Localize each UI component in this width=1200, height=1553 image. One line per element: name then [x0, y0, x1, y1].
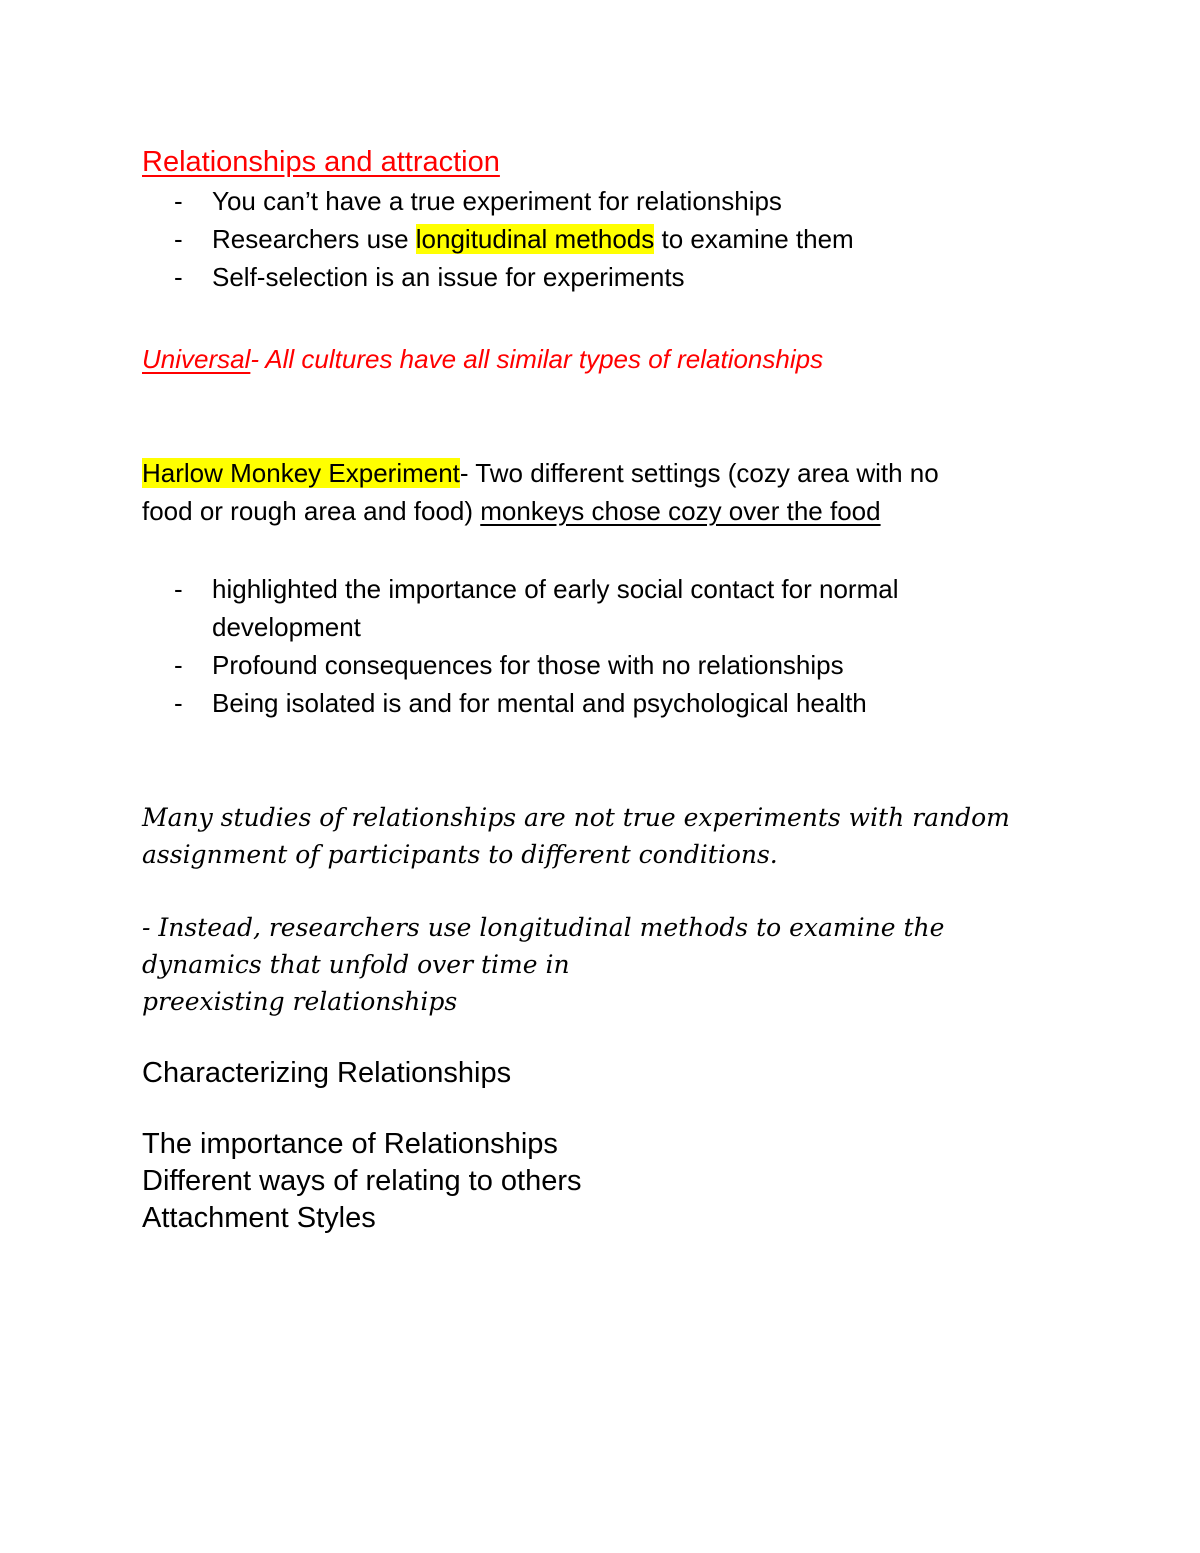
outline-title: Characterizing Relationships: [142, 1057, 512, 1089]
harlow-text: food or rough area and food): [142, 496, 481, 526]
studies-instead-paragraph: [142, 909, 944, 1020]
bullet-list: [142, 570, 898, 722]
harlow-finding: monkeys chose cozy over the food: [480, 496, 881, 526]
list-item: [142, 258, 854, 296]
studies-line: preexisting relationships: [142, 987, 458, 1016]
bullet-text: Self-selection is an issue for experiments: [212, 262, 685, 292]
bullet-dash: -: [174, 688, 183, 718]
harlow-line-1: [142, 454, 939, 492]
bullet-text: Profound consequences for those with no relationships: [212, 650, 844, 680]
outline-item: Attachment Styles: [142, 1202, 376, 1234]
bullet-text: development: [212, 612, 361, 642]
list-item: [142, 182, 854, 220]
bullet-text: Being isolated is and for mental and psychological health: [212, 688, 867, 718]
highlighted-term: longitudinal methods: [415, 224, 655, 254]
harlow-bullets: [142, 570, 898, 722]
studies-line: dynamics that unfold over time in: [142, 950, 570, 979]
bullet-dash: -: [174, 574, 183, 604]
studies-line: assignment of participants to different conditions.: [142, 840, 778, 869]
section-relationships-attraction: [142, 143, 854, 296]
section-heading: Relationships and attraction: [142, 146, 500, 178]
bullet-text: highlighted the importance of early social contact for normal: [212, 574, 899, 604]
harlow-term: Harlow Monkey Experiment: [142, 458, 460, 488]
bullet-dash: -: [174, 262, 183, 292]
universal-text: - All cultures have all similar types of relationships: [250, 344, 824, 374]
list-item: [142, 646, 898, 684]
universal-definition: [142, 340, 823, 378]
list-item: [142, 220, 854, 258]
harlow-text: - Two different settings (cozy area with no: [459, 458, 939, 488]
bullet-dash: -: [174, 224, 183, 254]
outline-list: [142, 1126, 582, 1237]
outline-item: Different ways of relating to others: [142, 1165, 582, 1197]
bullet-text-post: to examine them: [654, 224, 854, 254]
harlow-paragraph: [142, 454, 939, 530]
harlow-line-2: [142, 492, 939, 530]
studies-line: - Instead, researchers use longitudinal methods to examine the: [142, 913, 945, 942]
studies-line: Many studies of relationships are not true experiments with random: [142, 803, 1010, 832]
studies-paragraph: [142, 799, 1010, 873]
bullet-list: [142, 182, 854, 296]
bullet-dash: -: [174, 650, 183, 680]
list-item-continuation: [142, 608, 898, 646]
outline-item: The importance of Relationships: [142, 1128, 558, 1160]
bullet-dash: -: [174, 186, 183, 216]
bullet-text-pre: Researchers use: [212, 224, 416, 254]
list-item: [142, 570, 898, 608]
bullet-text: You can’t have a true experiment for relationships: [212, 186, 782, 216]
universal-term: Universal: [142, 344, 251, 374]
list-item: [142, 684, 898, 722]
